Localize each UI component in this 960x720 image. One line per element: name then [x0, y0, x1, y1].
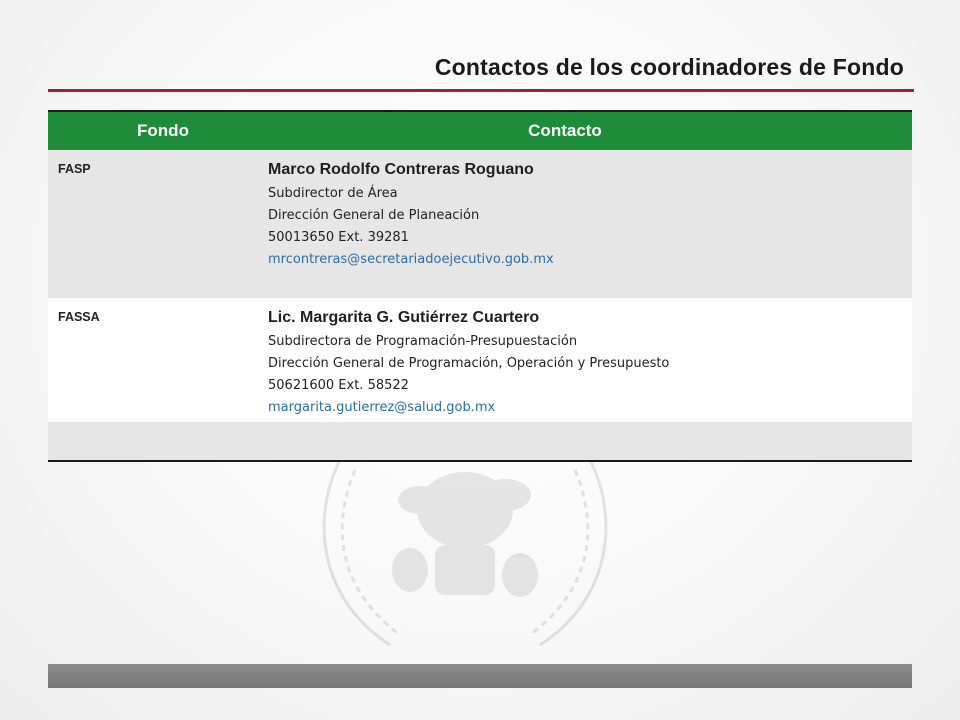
header-fondo: Fondo	[137, 121, 189, 140]
contacts-table	[48, 110, 912, 462]
contact-email-link[interactable]: margarita.gutierrez@salud.gob.mx	[268, 400, 496, 415]
table-row	[48, 298, 912, 422]
contact-department: Dirección General de Programación, Operación y Presupuesto	[268, 356, 670, 371]
contact-cell	[268, 298, 669, 422]
contact-department: Dirección General de Planeación	[268, 208, 480, 223]
fondo-cell: FASP	[58, 162, 91, 176]
contact-cell	[268, 150, 554, 298]
contact-position: Subdirectora de Programación-Presupuestación	[268, 334, 578, 349]
coat-of-arms-watermark-icon	[300, 440, 630, 660]
title-divider	[48, 89, 914, 92]
contact-email-link[interactable]: mrcontreras@secretariadoejecutivo.gob.mx	[268, 252, 554, 267]
fondo-cell: FASSA	[58, 310, 100, 324]
footer-bar	[48, 664, 912, 688]
contact-name: Lic. Margarita G. Gutiérrez Cuartero	[268, 309, 540, 326]
table-row	[48, 150, 912, 298]
contact-phone: 50621600 Ext. 58522	[268, 378, 409, 393]
empty-table-row	[48, 422, 912, 460]
contact-phone: 50013650 Ext. 39281	[268, 230, 409, 245]
contact-position: Subdirector de Área	[268, 186, 398, 201]
table-header	[48, 112, 912, 150]
slide-title: Contactos de los coordinadores de Fondo	[434, 54, 904, 80]
contact-name: Marco Rodolfo Contreras Roguano	[268, 161, 534, 178]
header-contacto: Contacto	[528, 121, 602, 140]
